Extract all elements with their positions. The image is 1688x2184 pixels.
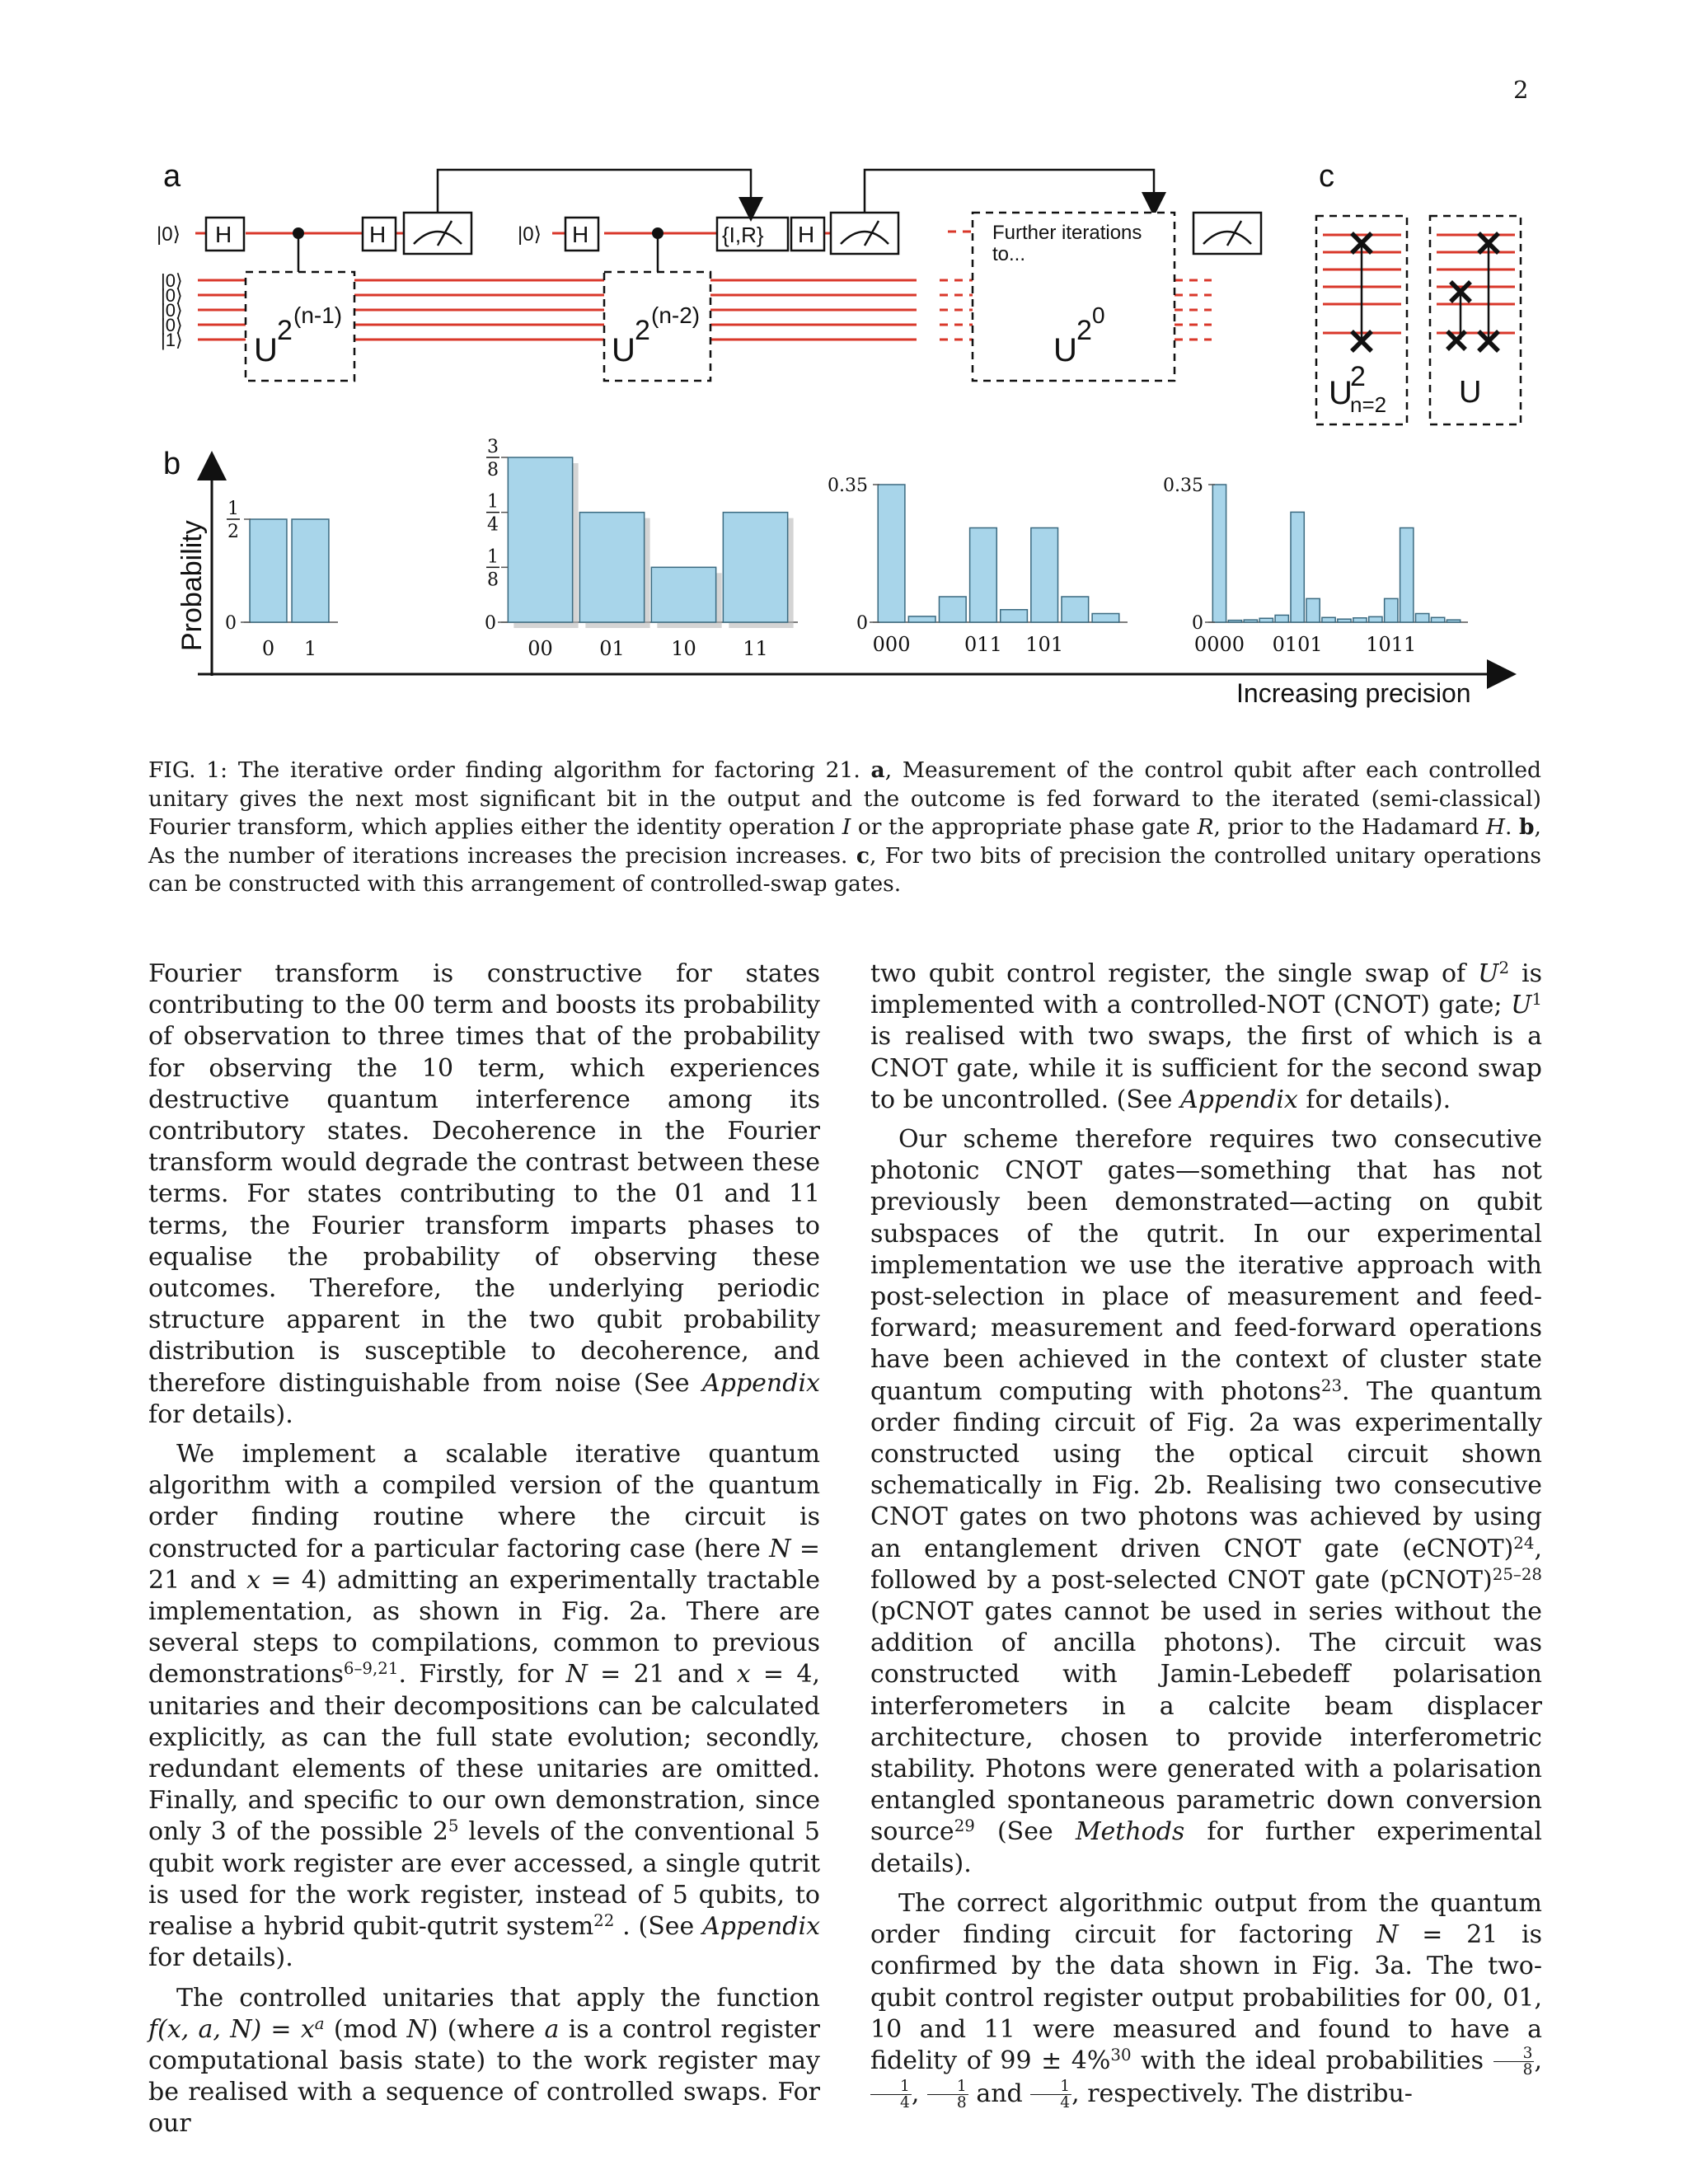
measurement-meter-icon [1193,213,1261,254]
svg-text:(n-2): (n-2) [651,302,701,328]
panel-label-a: a [163,159,181,194]
caption-label-a: a [870,757,885,783]
panel-b-charts [225,437,1468,660]
phase-gate [717,218,788,251]
hadamard-gate [206,218,244,251]
measurement-meter-icon [404,213,471,254]
bar [1431,617,1444,622]
bar [723,513,787,622]
svg-text:Further iterations: Further iterations [992,222,1142,244]
svg-text:H: H [215,222,232,247]
bar [508,457,572,622]
panel-label-b: b [163,447,181,481]
bar [250,519,287,622]
bar [1322,617,1335,622]
page-number: 2 [1513,76,1529,104]
svg-text:H: H [369,222,387,247]
bar [1031,527,1058,622]
bar [1212,485,1226,622]
bar [651,567,715,622]
x-tick-label: 0 [261,637,275,660]
bar [1400,527,1414,622]
y-tick-label: 0.35 [1163,476,1203,496]
swap-panel [1316,216,1521,424]
x-axis-label: Increasing precision [1236,678,1471,708]
swap-box-u2 [1316,216,1407,424]
bar [1244,620,1257,622]
bar [1001,610,1028,622]
bar [1291,512,1304,622]
y-tick-denominator: 8 [487,460,499,480]
svg-text:n=2: n=2 [1350,392,1387,417]
bar [1275,615,1288,622]
svg-text:{I,R}: {I,R} [722,223,764,247]
y-tick-denominator: 2 [227,522,239,542]
caption-lead: FIG. 1: The iterative order finding algorithm for factoring 21. [148,757,860,783]
body-column-right [870,958,1542,2111]
bar [579,513,644,622]
controlled-unitary-3 [973,213,1175,381]
bar-chart-4 [1163,476,1468,656]
svg-text:2: 2 [1076,315,1092,346]
bar [1338,619,1351,622]
bar [970,527,997,622]
ket-control-2: |0⟩ [518,223,542,246]
paragraph: two qubit control register, the single swap of $U^2$ is implemented with a controlled-NOT (CNOT) gate; $U^1$ is realised with two swaps, the first of which is a CNOT gate, while it is sufficient for the second swap to be uncontrolled. (See Appendix for details). [870,958,1542,1114]
svg-text:U: U [612,332,635,368]
x-tick-label: 00 [528,637,553,660]
y-tick-numerator: 1 [227,499,239,519]
figure-1 [0,0,1688,742]
feed-forward-arrow [438,170,751,213]
x-tick-label: 1011 [1366,633,1417,656]
bar [292,519,329,622]
svg-text:U: U [254,332,278,368]
caption-text-c: , For two bits of precision the controlled unitary operations can be constructed with this arrangement of controlled-swap gates. [148,842,1541,897]
bar [878,485,905,622]
y-axis-label: Probability [176,520,208,651]
y-tick-denominator: 4 [487,514,499,536]
bar-chart-3 [828,476,1128,656]
ket-work-1: |0⟩ [161,270,183,291]
hadamard-gate [791,218,824,251]
fraction: $\frac{1}{8}$ [927,2079,968,2111]
bar [1092,614,1119,622]
paragraph: Our scheme therefore requires two consecutive photonic CNOT gates—something that has not previously been demonstrated—acting on qubit subspaces of the qutrit. In our experimental implementation we use the iterative approach with post-selection in place of measurement and feed-forward; measurement and feed-forward operations have been achieved in the context of cluster state quantum computing with photons$^{23}$. The quantum order finding circuit of Fig. 2a was experimentally constructed using the optical circuit shown schematically in Fig. 2b. Realising two consecutive CNOT gates on two photons was achieved by using an entanglement driven CNOT gate (eCNOT)$^{24}$, followed by a post-selected CNOT gate (pCNOT)$^{25-28}$ (pCNOT gates cannot be used in series without the addition of ancilla photons). The circuit was constructed with Jamin-Lebedeff polarisation interferometers in a calcite beam displacer architecture, chosen to provide interferometric stability. Photons were generated with a polarisation entangled spontaneous parametric down conversion source$^{29}$ (See Methods for further experimental details). [870,1125,1543,1878]
y-tick-label: 0 [225,613,237,634]
y-tick-numerator: 1 [487,491,499,513]
y-tick-numerator: 3 [487,437,499,457]
caption-label-c: c [856,842,870,869]
caption-symbol-r: R [1197,814,1214,840]
x-tick-label: 01 [599,637,625,660]
fraction: $\frac{3}{8}$ [1493,2046,1535,2079]
x-tick-label: 0101 [1272,633,1323,656]
svg-text:2: 2 [635,315,650,346]
caption-text-a: , Measurement of the control qubit after each controlled unitary gives the next most significant bit in the output and the outcome is fed forward to the iterated (semi-classical) Fourier transform, which applies either the identity operation [148,757,1541,840]
x-tick-label: 0000 [1193,633,1245,656]
ket-work-5: |1⟩ [161,330,183,350]
x-tick-label: 11 [743,637,768,660]
bar [908,616,935,622]
y-tick-label: 0 [1192,613,1203,634]
y-tick-label: 0 [856,613,868,634]
caption-text-a3: , prior to the Hadamard [1213,814,1479,840]
bar [1385,598,1398,622]
y-tick-label: 0 [485,613,496,634]
bar [1228,621,1241,622]
circuit-diagram [157,170,1261,381]
swap-box-u [1430,216,1521,424]
bar [1447,620,1460,622]
body-column-left [148,958,820,2140]
panel-label-c: c [1319,159,1334,194]
x-tick-label: 101 [1025,633,1064,656]
y-tick-numerator: 1 [487,546,499,568]
svg-text:to...: to... [992,243,1026,265]
caption-symbol-i: I [842,814,851,840]
caption-label-b: b [1519,814,1535,840]
fraction: $\frac{1}{4}$ [870,2079,912,2111]
y-tick-label: 0.35 [828,476,868,496]
paragraph: The controlled unitaries that apply the function f(x, a, $N) = x^a$ (mod N) (where a is a control register computational basis state) to the work register may be realised with a sequence of controlled swaps. For our [148,1983,821,2139]
svg-text:U: U [1329,375,1353,411]
bar [1259,618,1273,622]
x-tick-label: 1 [303,637,317,660]
ket-work-4: |0⟩ [161,315,183,335]
bar [1062,597,1089,622]
caption-text-a2: or the appropriate phase gate [857,814,1190,840]
x-tick-label: 000 [872,633,911,656]
bar [1353,618,1367,622]
caption-symbol-h: H [1485,814,1505,840]
y-tick-denominator: 8 [487,569,499,591]
figure-caption [148,757,1541,899]
caption-text-a4: . [1504,814,1512,840]
hadamard-gate [363,218,396,251]
paragraph: Fourier transform is constructive for states contributing to the 00 term and boosts its probability of observation to three times that of the probability for observing the 10 term, which experiences destructive quantum interference among its contributory states. Decoherence in the Fourier transform would degrade the contrast between these terms. For states contributing to the 01 and 11 terms, the Fourier transform imparts phases to equalise the probability of observing these outcomes. Therefore, the underlying periodic structure apparent in the two qubit probability distribution is susceptible to decoherence, and therefore distinguishable from noise (See Appendix for details). [148,959,820,1429]
x-tick-label: 10 [671,637,696,660]
feed-forward-arrow [865,170,1154,213]
bar [939,597,966,622]
bar-chart-1 [225,499,338,660]
caption-text-b: , As the number of iterations increases the precision increases. [148,814,1541,869]
svg-text:U: U [1459,375,1482,410]
ket-work-3: |0⟩ [161,300,183,321]
svg-text:2: 2 [277,315,293,346]
controlled-unitary-2 [604,272,710,381]
bar [1416,614,1429,622]
hadamard-gate [565,218,598,251]
ket-work-2: |0⟩ [161,285,183,306]
svg-text:2: 2 [1350,361,1366,392]
svg-text:H: H [572,222,589,247]
ket-control-1: |0⟩ [157,223,181,246]
paragraph: We implement a scalable iterative quantum algorithm with a compiled version of the quantum order finding routine where the circuit is constructed for a particular factoring case (here N = 21 and x = 4) admitting an experimentally tractable implementation, as shown in Fig. 2a. There are several steps to compilations, common to previous demonstrations$^{6-9,21}$. Firstly, for N = 21 and x = 4, unitaries and their decompositions can be calculated explicitly, as can the full state evolution; secondly, redundant elements of these unitaries are omitted. Finally, and specific to our own demonstration, since only 3 of the possible $2^5$ levels of the conventional 5 qubit work register are ever accessed, a single qutrit is used for the work register, instead of 5 qubits, to realise a hybrid qubit-qutrit system$^{22}$ . (See Appendix for details). [148,1440,820,1973]
x-tick-label: 011 [964,633,1002,656]
paragraph: The correct algorithmic output from the quantum order finding circuit for factoring N = 21 is confirmed by the data shown in Fig. 3a. The two-qubit control register output probabilities for 00, 01, 10 and 11 were measured and found to have a fidelity of 99 ± 4%$^{30}$ with the ideal probabilities $\frac{3}{8}$ , $\frac{1}{4}$ , $\frac{1}{8}$ and $\frac{1}{4}$ , respectively. The distribu- [870,1888,1543,2112]
bar [1306,598,1320,622]
controlled-unitary-1 [246,272,354,381]
bar [1369,616,1382,622]
bar-chart-2 [485,437,798,660]
svg-text:U: U [1053,332,1077,368]
svg-text:(n-1): (n-1) [293,302,343,328]
measurement-meter-icon [831,213,898,254]
svg-text:H: H [798,222,815,247]
fraction: $\frac{1}{4}$ [1030,2079,1071,2111]
svg-text:0: 0 [1092,302,1105,328]
